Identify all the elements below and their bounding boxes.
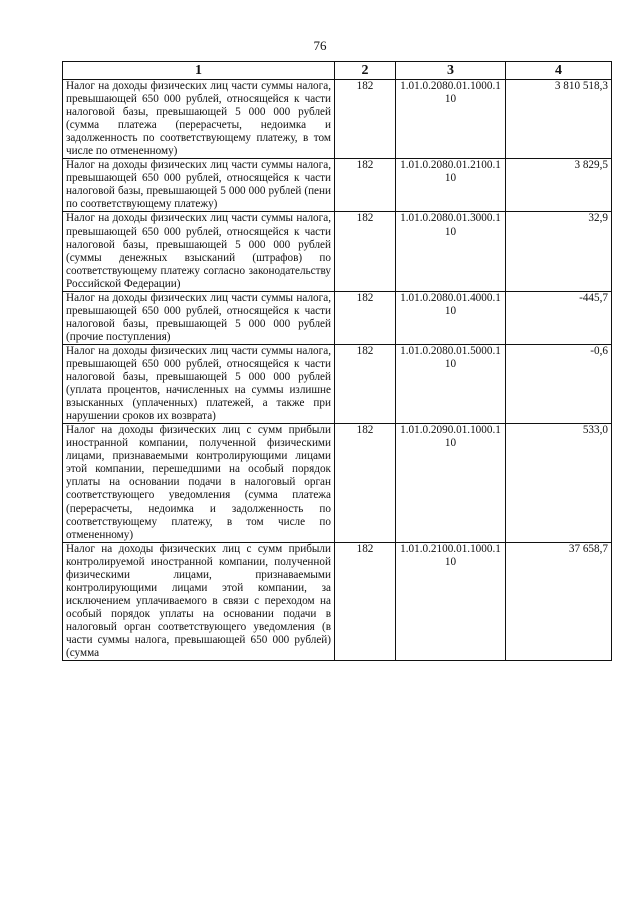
column-header-2: 2 bbox=[335, 62, 396, 80]
revenue-name-cell: Налог на доходы физических лиц части суммы налога, превышающей 650 000 рублей, относящейся к части налоговой базы, превышающей 5 000 000 рублей (прочие поступления) bbox=[63, 291, 335, 344]
classification-code-cell: 1.01.0.2080.01.4000.110 bbox=[396, 291, 506, 344]
table-row bbox=[63, 424, 612, 542]
classification-code-cell: 1.01.0.2090.01.1000.110 bbox=[396, 424, 506, 542]
table-row bbox=[63, 159, 612, 212]
admin-code-cell: 182 bbox=[335, 542, 396, 660]
classification-code-cell: 1.01.0.2080.01.2100.110 bbox=[396, 159, 506, 212]
classification-code-cell: 1.01.0.2080.01.1000.110 bbox=[396, 80, 506, 159]
amount-cell: 3 829,5 bbox=[506, 159, 612, 212]
table-row bbox=[63, 542, 612, 660]
amount-cell: 533,0 bbox=[506, 424, 612, 542]
admin-code-cell: 182 bbox=[335, 159, 396, 212]
classification-code-cell: 1.01.0.2100.01.1000.110 bbox=[396, 542, 506, 660]
classification-code-cell: 1.01.0.2080.01.5000.110 bbox=[396, 344, 506, 423]
admin-code-cell: 182 bbox=[335, 80, 396, 159]
table-row bbox=[63, 344, 612, 423]
admin-code-cell: 182 bbox=[335, 291, 396, 344]
revenue-name-cell: Налог на доходы физических лиц с сумм прибыли иностранной компании, полученной физическими лицами, признаваемыми контролирующими лицами этой компании, перешедшими на особый порядок уплаты на основании подачи в налоговый орган соответствующего уведомления (сумма платежа (перерасчеты, недоимка и задолженность по соответствующему платежу, в том числе по отмененному) bbox=[63, 424, 335, 542]
admin-code-cell: 182 bbox=[335, 344, 396, 423]
table-row bbox=[63, 291, 612, 344]
revenue-name-cell: Налог на доходы физических лиц части суммы налога, превышающей 650 000 рублей, относящейся к части налоговой базы, превышающей 5 000 000 рублей (суммы денежных взысканий (штрафов) по соответствующему платежу согласно законодательству Российской Федерации) bbox=[63, 212, 335, 291]
revenue-name-cell: Налог на доходы физических лиц части суммы налога, превышающей 650 000 рублей, относящейся к части налоговой базы, превышающей 5 000 000 рублей (уплата процентов, начисленных на суммы излишне взысканных (уплаченных) платежей, а также при нарушении сроков их возврата) bbox=[63, 344, 335, 423]
column-header-3: 3 bbox=[396, 62, 506, 80]
revenue-table bbox=[62, 61, 612, 661]
table-header-row bbox=[63, 62, 612, 80]
revenue-name-cell: Налог на доходы физических лиц части суммы налога, превышающей 650 000 рублей, относящейся к части налоговой базы, превышающей 5 000 000 рублей (пени по соответствующему платежу) bbox=[63, 159, 335, 212]
revenue-name-cell: Налог на доходы физических лиц с сумм прибыли контролируемой иностранной компании, полученной физическими лицами, признаваемыми контролирующими лицами этой компании, за исключением уплачиваемого в связи с переходом на особый порядок уплаты на основании подачи в налоговый орган соответствующего уведомления (в части суммы налога, превышающей 650 000 рублей) (сумма bbox=[63, 542, 335, 660]
amount-cell: -445,7 bbox=[506, 291, 612, 344]
table-row bbox=[63, 212, 612, 291]
table-row bbox=[63, 80, 612, 159]
column-header-1: 1 bbox=[63, 62, 335, 80]
admin-code-cell: 182 bbox=[335, 424, 396, 542]
classification-code-cell: 1.01.0.2080.01.3000.110 bbox=[396, 212, 506, 291]
amount-cell: 3 810 518,3 bbox=[506, 80, 612, 159]
amount-cell: 37 658,7 bbox=[506, 542, 612, 660]
revenue-name-cell: Налог на доходы физических лиц части суммы налога, превышающей 650 000 рублей, относящейся к части налоговой базы, превышающей 5 000 000 рублей (сумма платежа (перерасчеты, недоимка и задолженность по соответствующему платежу, в том числе по отмененному) bbox=[63, 80, 335, 159]
admin-code-cell: 182 bbox=[335, 212, 396, 291]
page-number: 76 bbox=[313, 38, 327, 53]
amount-cell: -0,6 bbox=[506, 344, 612, 423]
amount-cell: 32,9 bbox=[506, 212, 612, 291]
column-header-4: 4 bbox=[506, 62, 612, 80]
